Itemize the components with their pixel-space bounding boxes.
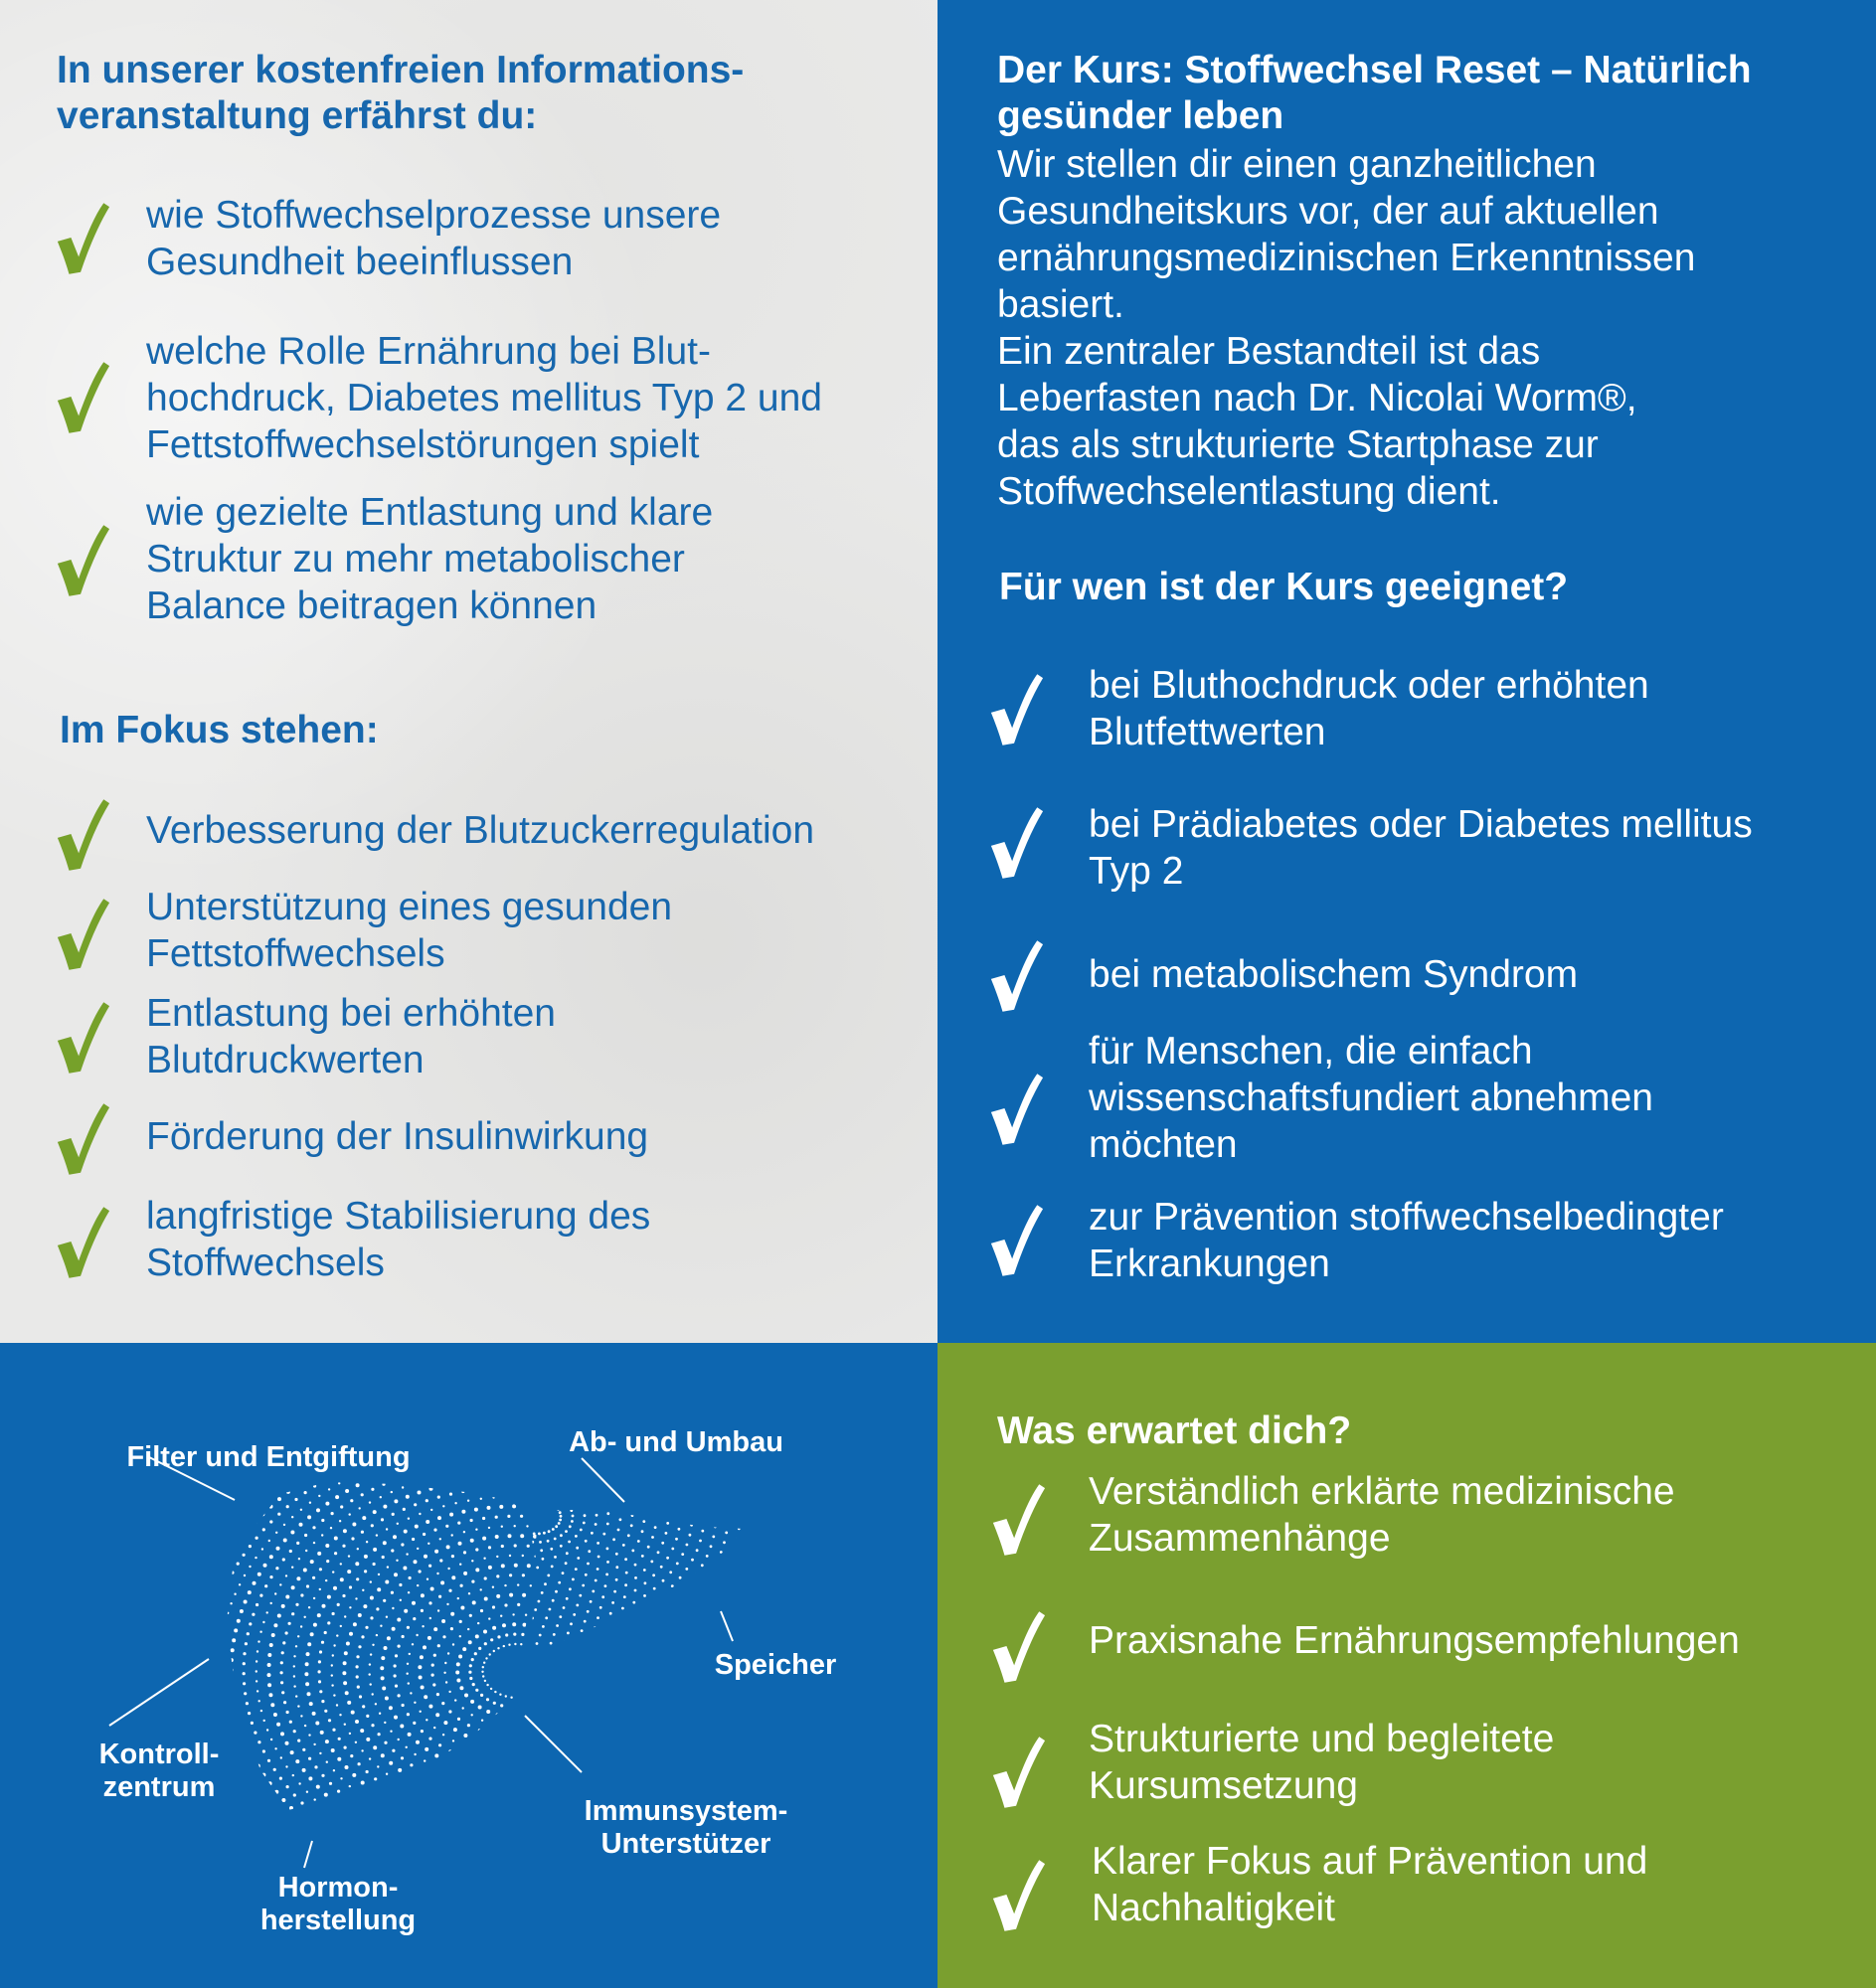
check-icon: [987, 1070, 1045, 1147]
expect-item-2: Praxisnahe Ernährungsempfehlungen: [1089, 1619, 1740, 1662]
focus-item-5: langfristige Stabilisierung des Stoffwechsels: [146, 1195, 651, 1284]
check-icon: [54, 998, 111, 1076]
expect-item-3: Strukturierte und begleitete Kursumsetzung: [1089, 1718, 1555, 1807]
audience-item-2: bei Prädiabetes oder Diabetes mellitus Typ 2: [1089, 803, 1753, 893]
liver-functions-panel: [0, 1343, 938, 1988]
course-title: Der Kurs: Stoffwechsel Reset – Natürlich gesünder leben: [997, 49, 1752, 137]
label-hormonherstellung: Hormon- herstellung: [259, 1872, 417, 1936]
check-icon: [987, 1201, 1045, 1278]
check-icon: [987, 670, 1045, 747]
check-icon: [989, 1733, 1047, 1810]
check-icon: [989, 1480, 1047, 1558]
audience-item-4: für Menschen, die einfach wissenschaftsfundiert abnehmen möchten: [1089, 1030, 1653, 1166]
expect-heading: Was erwartet dich?: [997, 1409, 1352, 1452]
info-item-1: wie Stoffwechselprozesse unsere Gesundheit beeinflussen: [146, 194, 722, 283]
check-icon: [987, 936, 1045, 1014]
check-icon: [989, 1607, 1047, 1685]
info-item-2: welche Rolle Ernährung bei Blut- hochdruck, Diabetes mellitus Typ 2 und Fettstoffwechselstörungen spielt: [146, 330, 822, 466]
check-icon: [54, 358, 111, 435]
label-immunsystem: Immunsystem- Unterstützer: [584, 1795, 788, 1860]
label-ab-umbau: Ab- und Umbau: [569, 1426, 783, 1458]
audience-item-3: bei metabolischem Syndrom: [1089, 953, 1579, 996]
expectations-panel: [938, 1343, 1876, 1988]
audience-item-1: bei Bluthochdruck oder erhöhten Blutfettwerten: [1089, 664, 1649, 753]
expect-item-4: Klarer Fokus auf Prävention und Nachhaltigkeit: [1092, 1840, 1648, 1929]
focus-item-2: Unterstützung eines gesunden Fettstoffwechsels: [146, 886, 673, 975]
label-kontrollzentrum: Kontroll- zentrum: [98, 1739, 220, 1803]
expect-item-1: Verständlich erklärte medizinische Zusammenhänge: [1089, 1470, 1675, 1560]
focus-item-3: Entlastung bei erhöhten Blutdruckwerten: [146, 992, 556, 1081]
check-icon: [54, 1099, 111, 1177]
course-panel: [938, 0, 1876, 1343]
info-event-panel: [0, 0, 938, 1343]
focus-item-4: Förderung der Insulinwirkung: [146, 1115, 649, 1158]
check-icon: [987, 803, 1045, 881]
check-icon: [54, 199, 111, 276]
focus-heading: Im Fokus stehen:: [60, 709, 379, 751]
check-icon: [54, 1203, 111, 1280]
focus-item-1: Verbesserung der Blutzuckerregulation: [146, 809, 815, 852]
label-filter-entgiftung: Filter und Entgiftung: [126, 1441, 411, 1473]
audience-heading: Für wen ist der Kurs geeignet?: [999, 566, 1569, 608]
info-heading: In unserer kostenfreien Informations- veranstaltung erfährst du:: [57, 49, 745, 137]
check-icon: [54, 895, 111, 972]
check-icon: [54, 795, 111, 873]
label-speicher: Speicher: [714, 1649, 837, 1681]
check-icon: [54, 521, 111, 598]
audience-item-5: zur Prävention stoffwechselbedingter Erkrankungen: [1089, 1196, 1724, 1285]
course-description: Wir stellen dir einen ganzheitlichen Gesundheitskurs vor, der auf aktuellen ernährungsmedizinischen Erkenntnissen basiert. Ein zentraler Bestandteil ist das Leberfasten nach Dr. Nicolai Worm®, das als strukturierte Startphase zur Stoffwechselentlastung dient.: [997, 143, 1696, 513]
info-item-3: wie gezielte Entlastung und klare Struktur zu mehr metabolischer Balance beitragen können: [146, 491, 714, 627]
check-icon: [989, 1856, 1047, 1933]
